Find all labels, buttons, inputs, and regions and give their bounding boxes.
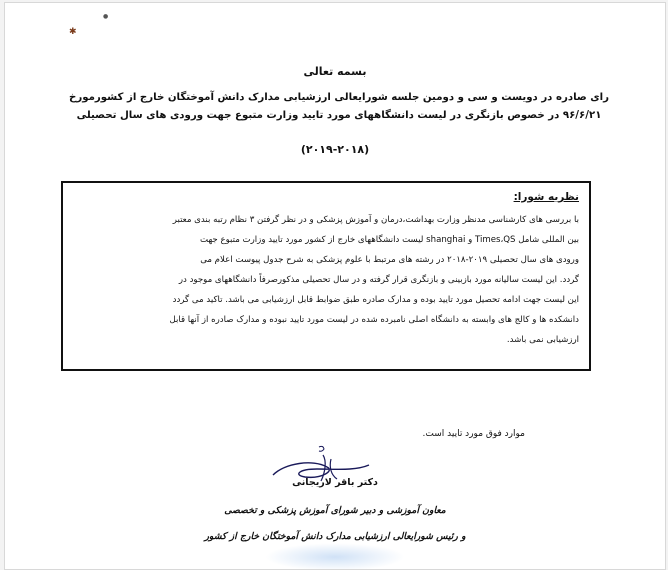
council-opinion-box — [61, 181, 591, 371]
document-title — [35, 89, 643, 125]
stamp-mark — [265, 543, 405, 570]
corner-mark: ✱ — [69, 27, 77, 37]
signer-role-1: معاون آموزشی و دبیر شورای آموزش پزشکی و تخصصی — [224, 505, 446, 516]
council-line: ورودی های سال تحصیلی ۲۰۱۹-۲۰۱۸ در رشته های مرتبط با علوم پزشکی به شرح جدول پیوست اعلام می — [200, 255, 579, 265]
council-line: ارزشیابی نمی باشد. — [506, 335, 579, 345]
document-page — [4, 2, 666, 570]
title-line-2: ۹۶/۶/۲۱ در خصوص بازنگری در لیست دانشگاههای مورد تایید وزارت متبوع جهت ورودی های سال تحصیلی — [76, 110, 602, 121]
council-line: دانشکده ها و کالج های وابسته به دانشگاه اصلی نامبرده شده در لیست مورد تایید نبوده و مدارک صادره از آنها قابل — [169, 315, 579, 325]
signature — [265, 441, 375, 501]
title-line-1: رای صادره در دویست و سی و دومین جلسه شورایعالی ارزشیابی مدارک دانش آموختگان خارج از کشورمورخ — [69, 92, 609, 103]
signer-name: دکتر باقر لاریجانی — [292, 477, 378, 488]
council-line: گردد. این لیست سالیانه مورد بازبینی و بازنگری قرار گرفته و در سال تحصیلی مذکورصرفاً دانشگاههای موجود در — [178, 275, 579, 285]
approval-statement: موارد فوق مورد تایید است. — [422, 429, 525, 439]
council-heading: نظریه شورا: — [513, 191, 579, 203]
council-line: این لیست جهت ادامه تحصیل مورد تایید بوده و مدارک صادره طبق ضوابط قابل ارزشیابی می باشد. تاکید می گردد — [172, 295, 579, 305]
signer-role-2: و رئیس شورایعالی ارزشیابی مدارک دانش آموختگان خارج از کشور — [204, 531, 466, 542]
council-line: با بررسی های کارشناسی مدنظر وزارت بهداشت،درمان و آموزش پزشکی و در نظر گرفتن ۳ نظام رتبه بندی معتبر — [172, 215, 579, 225]
title-year: (۲۰۱۹-۲۰۱۸) — [300, 143, 370, 156]
corner-dot: ● — [103, 13, 109, 20]
basmala-heading: بسمه تعالی — [303, 65, 367, 78]
council-line: بین المللی شامل Times،QS و shanghai لیست دانشگاههای خارج از کشور مورد تایید وزارت متبوع جهت — [200, 235, 579, 245]
